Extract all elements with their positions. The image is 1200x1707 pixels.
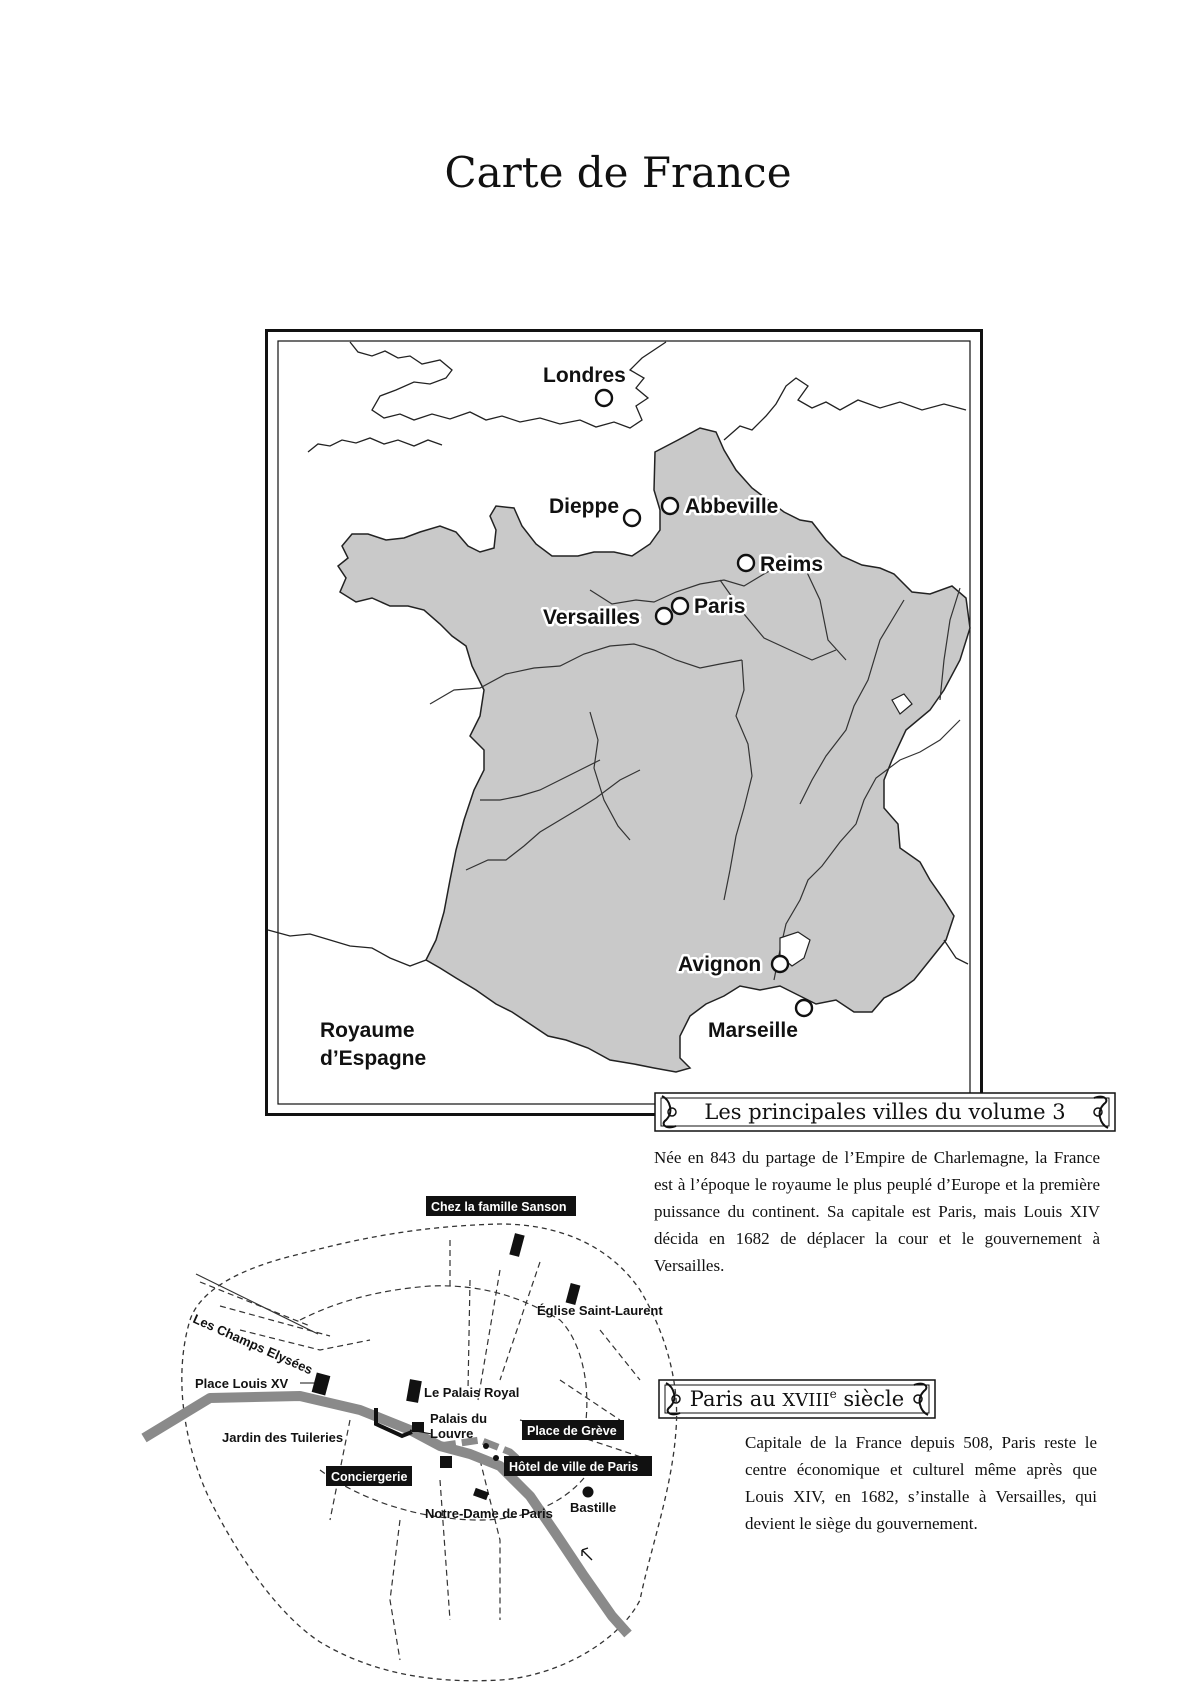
river-arrow	[582, 1548, 592, 1560]
label-champs: Les Champs Elysées	[190, 1311, 316, 1378]
paris-title-pre: Paris au	[689, 1387, 783, 1411]
city-label-abbeville: Abbeville	[685, 495, 779, 518]
greve-marker	[483, 1443, 489, 1449]
region-label-espagne-2: d’Espagne	[320, 1047, 427, 1070]
bastille-marker	[583, 1487, 594, 1498]
city-label-reims: Reims	[760, 553, 824, 576]
label-bastille: Bastille	[570, 1500, 617, 1515]
city-label-marseille: Marseille	[708, 1019, 798, 1042]
place-louis-building	[312, 1373, 331, 1396]
label-sanson: Chez la famille Sanson	[431, 1200, 567, 1214]
city-label-avignon: Avignon	[678, 953, 762, 976]
page-title: Carte de France	[444, 148, 792, 197]
villes-paragraph: Née en 843 du partage de l’Empire de Charlemagne, la France est à l’époque le royaume le plus peuplé d’Europe et la première puissance du continent. Sa capitale est Paris, mais Louis XIV décida en 1682 de déplacer la cour et le gouvernement à Versailles.	[654, 1148, 1100, 1275]
notre-dame-building	[473, 1488, 489, 1500]
paris-city-wall	[182, 1224, 677, 1681]
hotel-ville-marker	[493, 1455, 499, 1461]
region-label-espagne-1: Royaume	[320, 1019, 415, 1042]
city-label-versailles: Versailles	[543, 606, 640, 629]
paris-paragraph: Capitale de la France depuis 508, Paris reste le centre économique et culturel même après que Louis XIV, en 1682, s’installe à Versailles, qui devient le siège du gouvernement.	[745, 1433, 1097, 1533]
label-place-louis: Place Louis XV	[195, 1376, 289, 1391]
city-label-dieppe: Dieppe	[549, 495, 620, 518]
city-label-londres: Londres	[543, 364, 626, 387]
sanson-building	[509, 1233, 524, 1257]
label-louvre-2: Louvre	[430, 1426, 474, 1441]
city-label-paris: Paris	[694, 595, 746, 618]
label-notre-dame: Notre-Dame de Paris	[425, 1506, 553, 1521]
paris-title-century: XVIII	[782, 1390, 830, 1411]
label-hotel-ville: Hôtel de ville de Paris	[509, 1460, 639, 1474]
label-conciergerie: Conciergerie	[331, 1470, 408, 1484]
paris-title-sup: e	[829, 1387, 837, 1401]
label-saint-laurent: Église Saint-Laurent	[537, 1303, 663, 1318]
cartouche-villes-title: Les principales villes du volume 3	[704, 1100, 1066, 1124]
label-louvre-1: Palais du	[430, 1411, 488, 1426]
label-palais-royal: Le Palais Royal	[424, 1385, 520, 1400]
conciergerie-building	[440, 1456, 452, 1468]
paris-title-post: siècle	[836, 1387, 905, 1411]
palais-royal-building	[406, 1379, 422, 1403]
label-greve: Place de Grève	[527, 1424, 617, 1438]
saint-laurent-building	[566, 1283, 581, 1305]
label-tuileries: Jardin des Tuileries	[222, 1430, 344, 1445]
